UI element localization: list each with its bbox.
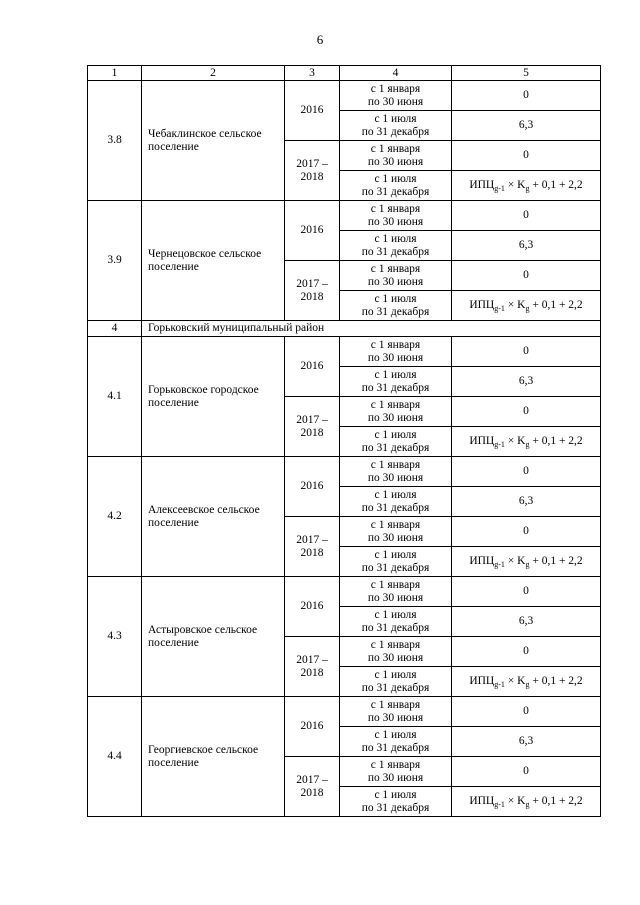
tariff-formula: $ИПЦ_{g-1} \times K_g + 0,1 + 2,2$ [469, 795, 583, 809]
settlement-name: Астыровское сельское поселение [142, 577, 285, 697]
table-row [88, 337, 601, 367]
table-row [88, 81, 601, 111]
section-number: 4 [88, 321, 142, 337]
table-row [88, 201, 601, 231]
tariff-formula: $ИПЦ_{g-1} \times K_g + 0,1 + 2,2$ [469, 435, 583, 449]
period-cell [340, 397, 452, 427]
tariff-formula: $ИПЦ_{g-1} \times K_g + 0,1 + 2,2$ [469, 179, 583, 193]
period-from: с 1 января [370, 578, 421, 591]
tariff-value-cell: 6,3 [452, 367, 601, 397]
settlement-name: Горьковское городское поселение [142, 337, 285, 457]
period-to: по 30 июня [367, 275, 424, 288]
period-cell [340, 367, 452, 397]
settlement-name: Чебаклинское сельское поселение [142, 81, 285, 201]
period-cell [340, 427, 452, 457]
tariff-formula: $ИПЦ_{g-1} \times K_g + 0,1 + 2,2$ [469, 555, 583, 569]
year-cell: 2017 – 2018 [285, 517, 340, 577]
period-cell [340, 291, 452, 321]
period-to: по 31 декабря [361, 501, 430, 514]
tariff-value-cell [452, 547, 601, 577]
year-cell: 2016 [285, 337, 340, 397]
period-from: с 1 июля [374, 548, 417, 561]
period-cell [340, 81, 452, 111]
tariff-value-cell [452, 667, 601, 697]
year-cell: 2016 [285, 697, 340, 757]
period-cell [340, 547, 452, 577]
section-title: Горьковский муниципальный район [142, 321, 601, 337]
period-from: с 1 января [370, 398, 421, 411]
period-cell [340, 201, 452, 231]
tariff-value-cell: 0 [452, 697, 601, 727]
period-cell [340, 607, 452, 637]
table-row [88, 577, 601, 607]
period-to: по 31 декабря [361, 305, 430, 318]
period-to: по 31 декабря [361, 185, 430, 198]
period-from: с 1 января [370, 698, 421, 711]
page-number: 6 [316, 32, 324, 47]
period-cell [340, 697, 452, 727]
period-to: по 30 июня [367, 711, 424, 724]
row-number: 4.4 [88, 697, 142, 817]
period-cell [340, 727, 452, 757]
year-cell: 2016 [285, 81, 340, 141]
period-cell [340, 337, 452, 367]
table-header-row [88, 66, 601, 81]
period-from: с 1 января [370, 202, 421, 215]
tariff-value-cell [452, 291, 601, 321]
period-from: с 1 июля [374, 488, 417, 501]
settlement-name: Чернецовское сельское поселение [142, 201, 285, 321]
period-cell [340, 487, 452, 517]
period-from: с 1 июля [374, 788, 417, 801]
period-to: по 31 декабря [361, 621, 430, 634]
tariff-formula: $ИПЦ_{g-1} \times K_g + 0,1 + 2,2$ [469, 299, 583, 313]
period-to: по 30 июня [367, 351, 424, 364]
header-cell: 4 [340, 66, 452, 81]
period-from: с 1 января [370, 758, 421, 771]
period-from: с 1 января [370, 518, 421, 531]
section-row [88, 321, 601, 337]
period-from: с 1 июля [374, 428, 417, 441]
period-to: по 30 июня [367, 651, 424, 664]
period-to: по 30 июня [367, 215, 424, 228]
period-cell [340, 171, 452, 201]
tariff-value-cell: 0 [452, 201, 601, 231]
period-cell [340, 637, 452, 667]
tariff-value-cell [452, 171, 601, 201]
tariff-value-cell: 0 [452, 577, 601, 607]
period-cell [340, 111, 452, 141]
period-to: по 30 июня [367, 471, 424, 484]
period-to: по 30 июня [367, 591, 424, 604]
tariff-value-cell: 0 [452, 141, 601, 171]
year-cell: 2017 – 2018 [285, 757, 340, 817]
tariff-value-cell: 6,3 [452, 231, 601, 261]
settlement-name: Георгиевское сельское поселение [142, 697, 285, 817]
row-number: 4.2 [88, 457, 142, 577]
year-cell: 2016 [285, 201, 340, 261]
tariff-value-cell: 6,3 [452, 487, 601, 517]
period-from: с 1 июля [374, 232, 417, 245]
header-cell: 1 [88, 66, 142, 81]
header-cell: 3 [285, 66, 340, 81]
year-cell: 2017 – 2018 [285, 261, 340, 321]
period-to: по 30 июня [367, 95, 424, 108]
tariff-value-cell: 0 [452, 517, 601, 547]
tariff-value-cell: 0 [452, 261, 601, 291]
year-cell: 2017 – 2018 [285, 397, 340, 457]
header-cell: 5 [452, 66, 601, 81]
period-from: с 1 июля [374, 292, 417, 305]
period-to: по 31 декабря [361, 125, 430, 138]
tariff-table [87, 65, 601, 817]
table-row [88, 697, 601, 727]
tariff-formula: $ИПЦ_{g-1} \times K_g + 0,1 + 2,2$ [469, 675, 583, 689]
period-cell [340, 457, 452, 487]
period-cell [340, 261, 452, 291]
period-from: с 1 июля [374, 668, 417, 681]
period-from: с 1 июля [374, 728, 417, 741]
period-from: с 1 января [370, 142, 421, 155]
period-to: по 31 декабря [361, 681, 430, 694]
year-cell: 2016 [285, 457, 340, 517]
period-cell [340, 231, 452, 261]
period-cell [340, 787, 452, 817]
period-from: с 1 января [370, 638, 421, 651]
row-number: 4.1 [88, 337, 142, 457]
period-to: по 31 декабря [361, 741, 430, 754]
period-cell [340, 757, 452, 787]
period-to: по 31 декабря [361, 245, 430, 258]
header-cell: 2 [142, 66, 285, 81]
tariff-value-cell: 0 [452, 81, 601, 111]
row-number: 3.8 [88, 81, 142, 201]
tariff-value-cell: 6,3 [452, 111, 601, 141]
period-to: по 31 декабря [361, 561, 430, 574]
period-from: с 1 июля [374, 368, 417, 381]
year-cell: 2016 [285, 577, 340, 637]
tariff-value-cell: 0 [452, 457, 601, 487]
tariff-value-cell: 0 [452, 757, 601, 787]
period-from: с 1 января [370, 82, 421, 95]
period-cell [340, 577, 452, 607]
period-cell [340, 517, 452, 547]
period-cell [340, 141, 452, 171]
period-from: с 1 июля [374, 608, 417, 621]
period-from: с 1 января [370, 458, 421, 471]
tariff-value-cell [452, 427, 601, 457]
period-to: по 31 декабря [361, 801, 430, 814]
period-to: по 30 июня [367, 771, 424, 784]
year-cell: 2017 – 2018 [285, 141, 340, 201]
period-from: с 1 января [370, 262, 421, 275]
period-to: по 31 декабря [361, 441, 430, 454]
tariff-value-cell: 6,3 [452, 727, 601, 757]
tariff-value-cell [452, 787, 601, 817]
tariff-value-cell: 0 [452, 337, 601, 367]
period-from: с 1 июля [374, 112, 417, 125]
period-to: по 30 июня [367, 155, 424, 168]
period-to: по 30 июня [367, 531, 424, 544]
period-from: с 1 июля [374, 172, 417, 185]
period-to: по 30 июня [367, 411, 424, 424]
tariff-value-cell: 0 [452, 397, 601, 427]
period-to: по 31 декабря [361, 381, 430, 394]
period-from: с 1 января [370, 338, 421, 351]
tariff-value-cell: 0 [452, 637, 601, 667]
settlement-name: Алексеевское сельское поселение [142, 457, 285, 577]
row-number: 4.3 [88, 577, 142, 697]
tariff-value-cell: 6,3 [452, 607, 601, 637]
table-row [88, 457, 601, 487]
row-number: 3.9 [88, 201, 142, 321]
year-cell: 2017 – 2018 [285, 637, 340, 697]
period-cell [340, 667, 452, 697]
